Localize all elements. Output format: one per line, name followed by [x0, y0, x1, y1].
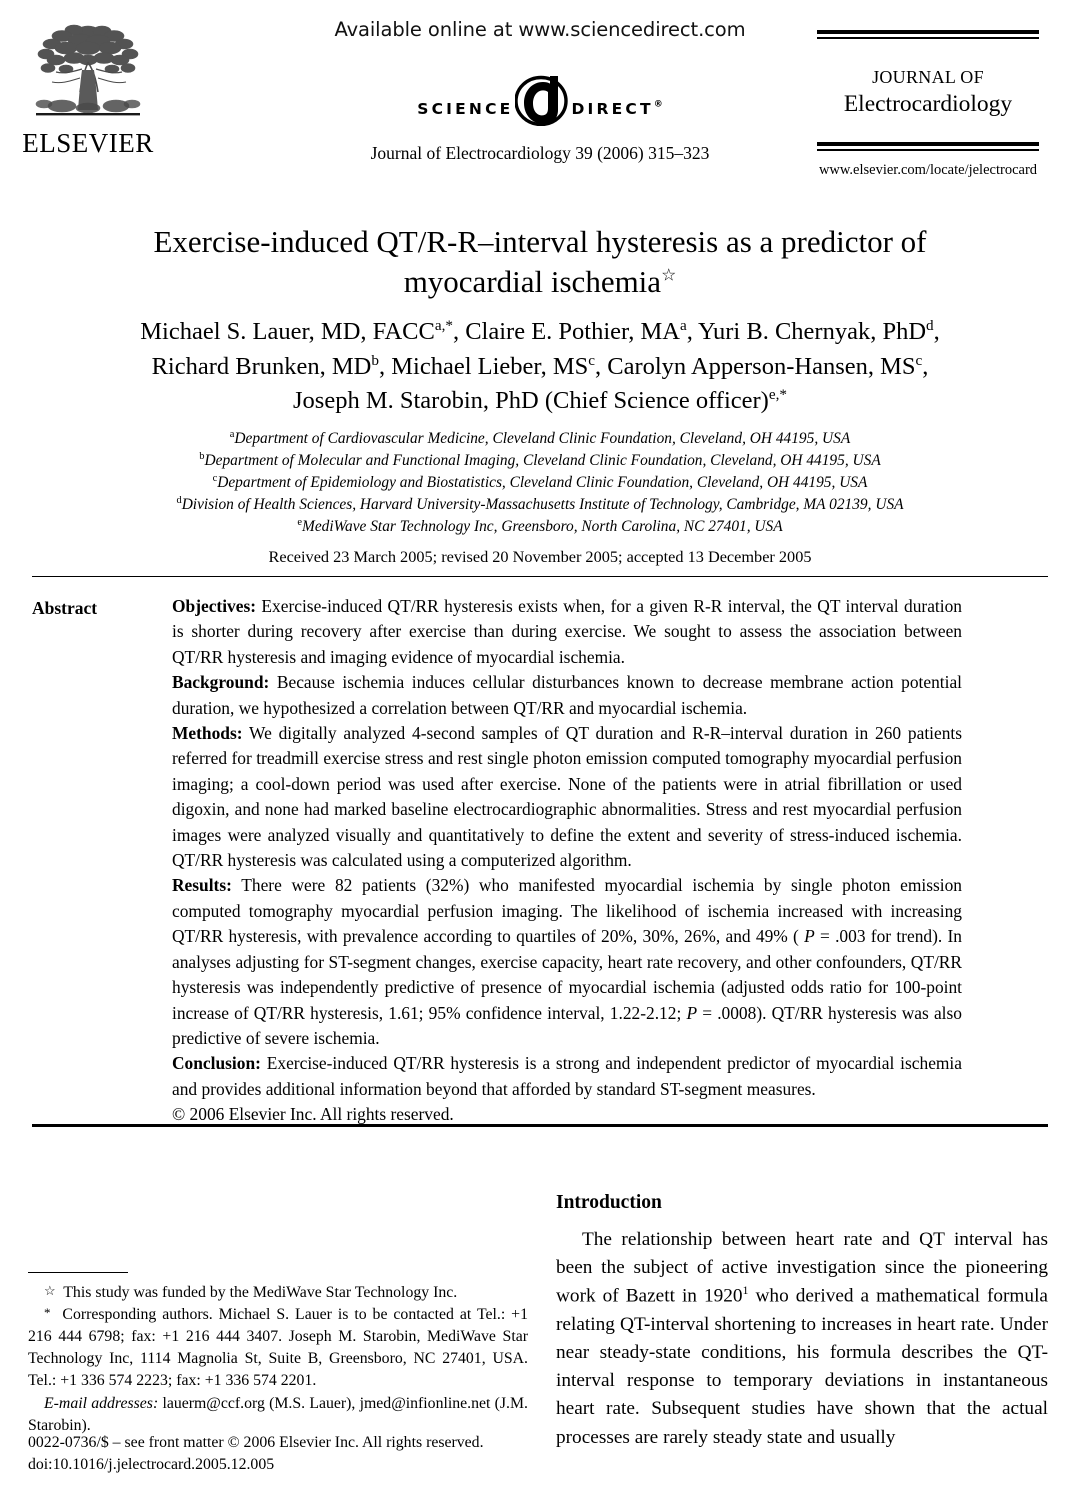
- affiliation-item: [70, 428, 1010, 450]
- abstract-rule-bottom: [32, 1124, 1048, 1127]
- journal-url: www.elsevier.com/locate/jelectrocard: [818, 162, 1038, 178]
- author-separator: ,: [933, 318, 940, 346]
- title-footnote-marker: ☆: [661, 265, 677, 285]
- affiliation-marker: c: [212, 472, 218, 484]
- funding-marker-icon: ☆: [44, 1283, 56, 1298]
- title-block: [70, 222, 1010, 567]
- introduction-section: [556, 1192, 1048, 1452]
- affiliation-item: [70, 472, 1010, 494]
- abstract-methods-text: We digitally analyzed 4-second samples of QT duration and R-R–interval duration in 260 patients referred for treadmill exercise stress and rest single photon emission computed tomography myocardial perfusion imaging; a cool-down period was used after exercise. None of the patients were in atrial fibrillation or used digoxin, and none had marked baseline electrocardiographic abnormalities. Stress and rest myocardial perfusion images were analyzed visually and quantitatively to define the extent and severity of stress-induced ischemia. QT/RR hysteresis was calculated using a computerized algorithm.: [172, 723, 962, 871]
- abstract-results-text-a: There were 82 patients (32%) who manifested myocardial ischemia by single photon emission computed tomography myocardial perfusion imaging. The likelihood of ischemia increased with increasing QT/RR hysteresis, with prevalence according to quartiles of 20%, 30%, 26%, and 49% (: [172, 875, 962, 947]
- author-line-2: [70, 350, 1010, 384]
- author-line-1: [70, 315, 1010, 349]
- affiliation-marker: d: [176, 494, 182, 506]
- journal-brand: [802, 30, 1054, 179]
- author-affil-marker: b: [371, 351, 379, 369]
- author-name: Joseph M. Starobin, PhD (Chief Science officer): [293, 387, 769, 415]
- footnote-block: [28, 1282, 528, 1437]
- sciencedirect-header: [250, 18, 830, 164]
- sciencedirect-right-word: DIRECT: [571, 100, 654, 118]
- title-line-1: Exercise-induced QT/R-R–interval hysteresis as a predictor of: [153, 224, 927, 259]
- sciencedirect-logo: [250, 71, 830, 127]
- author-name: , Claire E. Pothier, MA: [452, 318, 680, 346]
- author-affil-marker: a,*: [434, 317, 453, 335]
- abstract-copyright: © 2006 Elsevier Inc. All rights reserved.: [172, 1104, 454, 1125]
- article-history: Received 23 March 2005; revised 20 November 2005; accepted 13 December 2005: [268, 547, 812, 567]
- p-value-symbol: P: [804, 926, 815, 947]
- abstract-conclusion-text: Exercise-induced QT/RR hysteresis is a strong and independent predictor of myocardial ischemia and provides additional information beyond that afforded by standard ST-segment measures.: [172, 1053, 962, 1099]
- abstract-paragraph: [172, 594, 962, 670]
- available-online-text: Available online at www.sciencedirect.com: [334, 18, 746, 41]
- corresponding-marker-icon: *: [44, 1305, 51, 1321]
- affiliation-list: [70, 428, 1010, 538]
- affiliation-item: [70, 450, 1010, 472]
- copyright-footer: [28, 1432, 548, 1476]
- sciencedirect-left-word: SCIENCE: [417, 100, 514, 118]
- abstract-conclusion-label: Conclusion:: [172, 1053, 261, 1074]
- author-name: , Carolyn Apperson-Hansen, MS: [595, 352, 916, 380]
- affiliation-text: Department of Cardiovascular Medicine, Cleveland Clinic Foundation, Cleveland, OH 44195, USA: [234, 429, 851, 447]
- page-title: [70, 222, 1010, 301]
- affiliation-item: [70, 494, 1010, 516]
- author-line-3: [70, 384, 1010, 418]
- brand-rule-top: [817, 30, 1039, 39]
- author-affil-marker: e,*: [768, 386, 787, 404]
- abstract-methods-label: Methods:: [172, 723, 243, 744]
- footnote-corresponding-text: Corresponding authors. Michael S. Lauer is to be contacted at Tel.: +1 216 444 6798; fax: +1 216 444 3407. Joseph M. Starobin, MediWave Star Technology Inc, 1114 Magnolia St, Suite B, Greensboro, NC 27401, USA. Tel.: +1 336 574 2223; fax: +1 336 574 2201.: [28, 1306, 528, 1390]
- abstract-rule-top: [32, 576, 1048, 577]
- journal-name: Electrocardiology: [843, 91, 1013, 117]
- introduction-paragraph: [556, 1226, 1048, 1452]
- abstract-paragraph: [172, 1051, 962, 1102]
- abstract-results-label: Results:: [172, 875, 232, 896]
- abstract-results-text-c: = .0008). QT/RR hysteresis was also predictive of severe ischemia.: [172, 1002, 962, 1048]
- registered-mark-icon: ®: [653, 99, 663, 110]
- elsevier-wordmark: ELSEVIER: [22, 128, 154, 158]
- journal-of-label: JOURNAL OF: [872, 67, 984, 87]
- abstract-objectives-label: Objectives:: [172, 596, 257, 616]
- author-affil-marker: c: [588, 351, 595, 369]
- reference-marker: 1: [742, 1283, 749, 1298]
- author-name: , Yuri B. Chernyak, PhD: [686, 318, 927, 346]
- author-list: [70, 315, 1010, 418]
- author-name: , Michael Lieber, MS: [378, 352, 589, 380]
- footnote-emails: [28, 1393, 528, 1437]
- footnote-corresponding: [28, 1304, 528, 1392]
- email-label: E-mail addresses:: [44, 1394, 159, 1412]
- masthead: [0, 0, 1080, 190]
- abstract-paragraph: [172, 721, 962, 873]
- abstract-background-text: Because ischemia induces cellular disturbances known to decrease membrane action potential duration, we hypothesized a correlation between QT/RR and myocardial ischemia.: [172, 672, 962, 718]
- title-line-2: myocardial ischemia: [403, 263, 662, 299]
- affiliation-text: MediWave Star Technology Inc, Greensboro, North Carolina, NC 27401, USA: [302, 518, 783, 536]
- author-separator: ,: [922, 352, 929, 380]
- footnote-funding-text: This study was funded by the MediWave Star Technology Inc.: [63, 1284, 458, 1301]
- issn-line: 0022-0736/$ – see front matter © 2006 Elsevier Inc. All rights reserved.: [28, 1434, 484, 1451]
- affiliation-marker: e: [297, 516, 302, 528]
- author-affil-marker: a: [679, 317, 687, 335]
- elsevier-tree-icon: [22, 14, 154, 126]
- journal-citation: Journal of Electrocardiology 39 (2006) 315–323: [370, 143, 710, 163]
- introduction-text-b: who derived a mathematical formula relating QT-interval shortening to increases in heart rate. Under near steady-state conditions, his formula describes the QT-interval response to temporary deviations in instantaneous heart rate. Subsequent studies have shown that the actual processes are rarely steady state and usually: [556, 1285, 1048, 1448]
- elsevier-logo: [22, 14, 154, 164]
- affiliation-text: Division of Health Sciences, Harvard University-Massachusetts Institute of Technology, Cambridge, MA 02139, USA: [181, 496, 904, 514]
- sciencedirect-at-icon: [515, 74, 569, 150]
- abstract-label: Abstract: [32, 598, 98, 618]
- affiliation-item: [70, 516, 1010, 538]
- affiliation-text: Department of Molecular and Functional Imaging, Cleveland Clinic Foundation, Cleveland, OH 44195, USA: [204, 451, 881, 469]
- abstract-paragraph: [172, 670, 962, 721]
- abstract-body: [172, 594, 962, 1128]
- introduction-text-a: The relationship between heart rate and QT interval has been the subject of active investigation since the pioneering work of Bazett in 1920: [556, 1229, 1048, 1307]
- brand-rule-bottom: [817, 142, 1039, 151]
- affiliation-marker: b: [199, 450, 205, 462]
- footnote-funding: [28, 1282, 528, 1304]
- author-name: Michael S. Lauer, MD, FACC: [140, 318, 435, 346]
- abstract-paragraph: [172, 873, 962, 1051]
- author-affil-marker: d: [926, 317, 934, 335]
- affiliation-text: Department of Epidemiology and Biostatistics, Cleveland Clinic Foundation, Cleveland, OH 44195, USA: [217, 473, 868, 491]
- abstract-section: [32, 594, 1048, 1128]
- author-affil-marker: c: [915, 351, 923, 369]
- p-value-symbol: P: [686, 1002, 698, 1023]
- introduction-heading: Introduction: [556, 1192, 662, 1213]
- affiliation-marker: a: [229, 428, 235, 440]
- author-name: Richard Brunken, MD: [151, 352, 372, 380]
- email-addresses: lauerm@ccf.org (M.S. Lauer), jmed@infionline.net (J.M. Starobin).: [28, 1394, 528, 1434]
- abstract-objectives-text: Exercise-induced QT/RR hysteresis exists when, for a given R-R interval, the QT interval duration is shorter during recovery after exercise than during exercise. We sought to assess the association between QT/RR hysteresis and imaging evidence of myocardial ischemia.: [172, 596, 962, 667]
- doi-line: doi:10.1016/j.jelectrocard.2005.12.005: [28, 1456, 275, 1474]
- footnote-divider: [28, 1272, 128, 1273]
- abstract-results-text-b: = .003 for trend). In analyses adjusting for ST-segment changes, exercise capacity, heart rate recovery, and other confounders, QT/RR hysteresis was independently predictive of presence of myocardial ischemia (adjusted odds ratio for 100-point increase of QT/RR hysteresis, 1.61; 95% confidence interval, 1.22-2.12;: [172, 926, 962, 1023]
- abstract-background-label: Background:: [172, 672, 270, 693]
